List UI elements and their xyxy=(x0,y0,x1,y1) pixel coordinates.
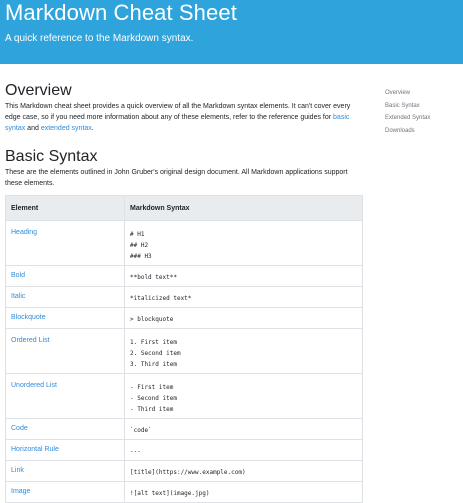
syntax-cell xyxy=(125,287,363,308)
syntax-line: ![alt text](image.jpg) xyxy=(130,490,210,497)
column-header-syntax: Markdown Syntax xyxy=(125,196,363,221)
overview-text-middle: and xyxy=(25,125,41,132)
table-row xyxy=(6,482,363,503)
table-row xyxy=(6,221,363,266)
syntax-line: - Third item xyxy=(130,406,174,413)
syntax-line: ### H3 xyxy=(130,253,152,260)
page-subtitle: A quick reference to the Markdown syntax. xyxy=(5,33,194,44)
syntax-cell xyxy=(125,221,363,266)
toc-item-overview[interactable]: Overview xyxy=(385,90,411,96)
syntax-line: > blockquote xyxy=(130,316,174,323)
extended-syntax-link[interactable]: extended syntax xyxy=(40,125,92,132)
basic-syntax-link[interactable]: basic syntax xyxy=(5,114,350,132)
syntax-line: ## H2 xyxy=(130,242,149,249)
syntax-cell xyxy=(125,482,363,503)
syntax-cell xyxy=(125,374,363,419)
syntax-line: --- xyxy=(130,448,141,455)
syntax-cell xyxy=(125,308,363,329)
table-row xyxy=(6,374,363,419)
syntax-line: - First item xyxy=(130,384,174,391)
element-link-unordered-list[interactable]: Unordered List xyxy=(11,382,57,389)
syntax-line: 1. First item xyxy=(130,339,177,346)
element-link-ordered-list[interactable]: Ordered List xyxy=(11,337,50,344)
element-link-code[interactable]: Code xyxy=(11,425,28,432)
element-link-link[interactable]: Link xyxy=(11,467,24,474)
toc-item-downloads[interactable]: Downloads xyxy=(385,127,415,134)
basic-syntax-paragraph: These are the elements outlined in John Gruber's original design document. All Markdown applications support these elements. xyxy=(5,169,348,187)
table-row xyxy=(6,266,363,287)
table-row xyxy=(6,287,363,308)
element-link-blockquote[interactable]: Blockquote xyxy=(11,314,46,321)
table-row xyxy=(6,419,363,440)
syntax-line: 3. Third item xyxy=(130,361,177,368)
table-row xyxy=(6,440,363,461)
syntax-cell xyxy=(125,266,363,287)
syntax-cell xyxy=(125,419,363,440)
element-link-heading[interactable]: Heading xyxy=(11,229,38,236)
syntax-line: # H1 xyxy=(130,231,145,238)
element-link-italic[interactable]: Italic xyxy=(11,293,26,300)
table-row xyxy=(6,329,363,374)
overview-text-before: This Markdown cheat sheet provides a quick overview of all the Markdown syntax elements. It can't cover every edge case, so if you need more information about any of these elements, refer to the reference guides for xyxy=(5,103,351,121)
toc-item-extended-syntax[interactable]: Extended Syntax xyxy=(385,115,431,121)
overview-text-after: . xyxy=(91,125,94,132)
syntax-line: `code` xyxy=(130,427,152,434)
basic-syntax-heading: Basic Syntax xyxy=(5,148,98,165)
syntax-table xyxy=(5,195,363,503)
element-link-horizontal-rule[interactable]: Horizontal Rule xyxy=(11,446,59,453)
syntax-line: [title](https://www.example.com) xyxy=(130,469,246,476)
overview-heading: Overview xyxy=(5,82,72,99)
syntax-cell xyxy=(125,440,363,461)
column-header-element: Element xyxy=(6,196,125,221)
element-link-bold[interactable]: Bold xyxy=(11,272,26,279)
toc-item-basic-syntax[interactable]: Basic Syntax xyxy=(385,102,420,109)
syntax-line: **bold text** xyxy=(130,274,177,281)
element-link-image[interactable]: Image xyxy=(11,488,31,495)
table-row xyxy=(6,308,363,329)
page-title: Markdown Cheat Sheet xyxy=(5,0,237,25)
syntax-line: 2. Second item xyxy=(130,350,181,357)
table-of-contents xyxy=(385,87,430,137)
table-row xyxy=(6,461,363,482)
hero-banner xyxy=(0,0,463,64)
syntax-line: - Second item xyxy=(130,395,177,402)
syntax-cell xyxy=(125,329,363,374)
syntax-line: *italicized text* xyxy=(130,295,192,302)
syntax-cell xyxy=(125,461,363,482)
overview-paragraph xyxy=(5,101,363,134)
